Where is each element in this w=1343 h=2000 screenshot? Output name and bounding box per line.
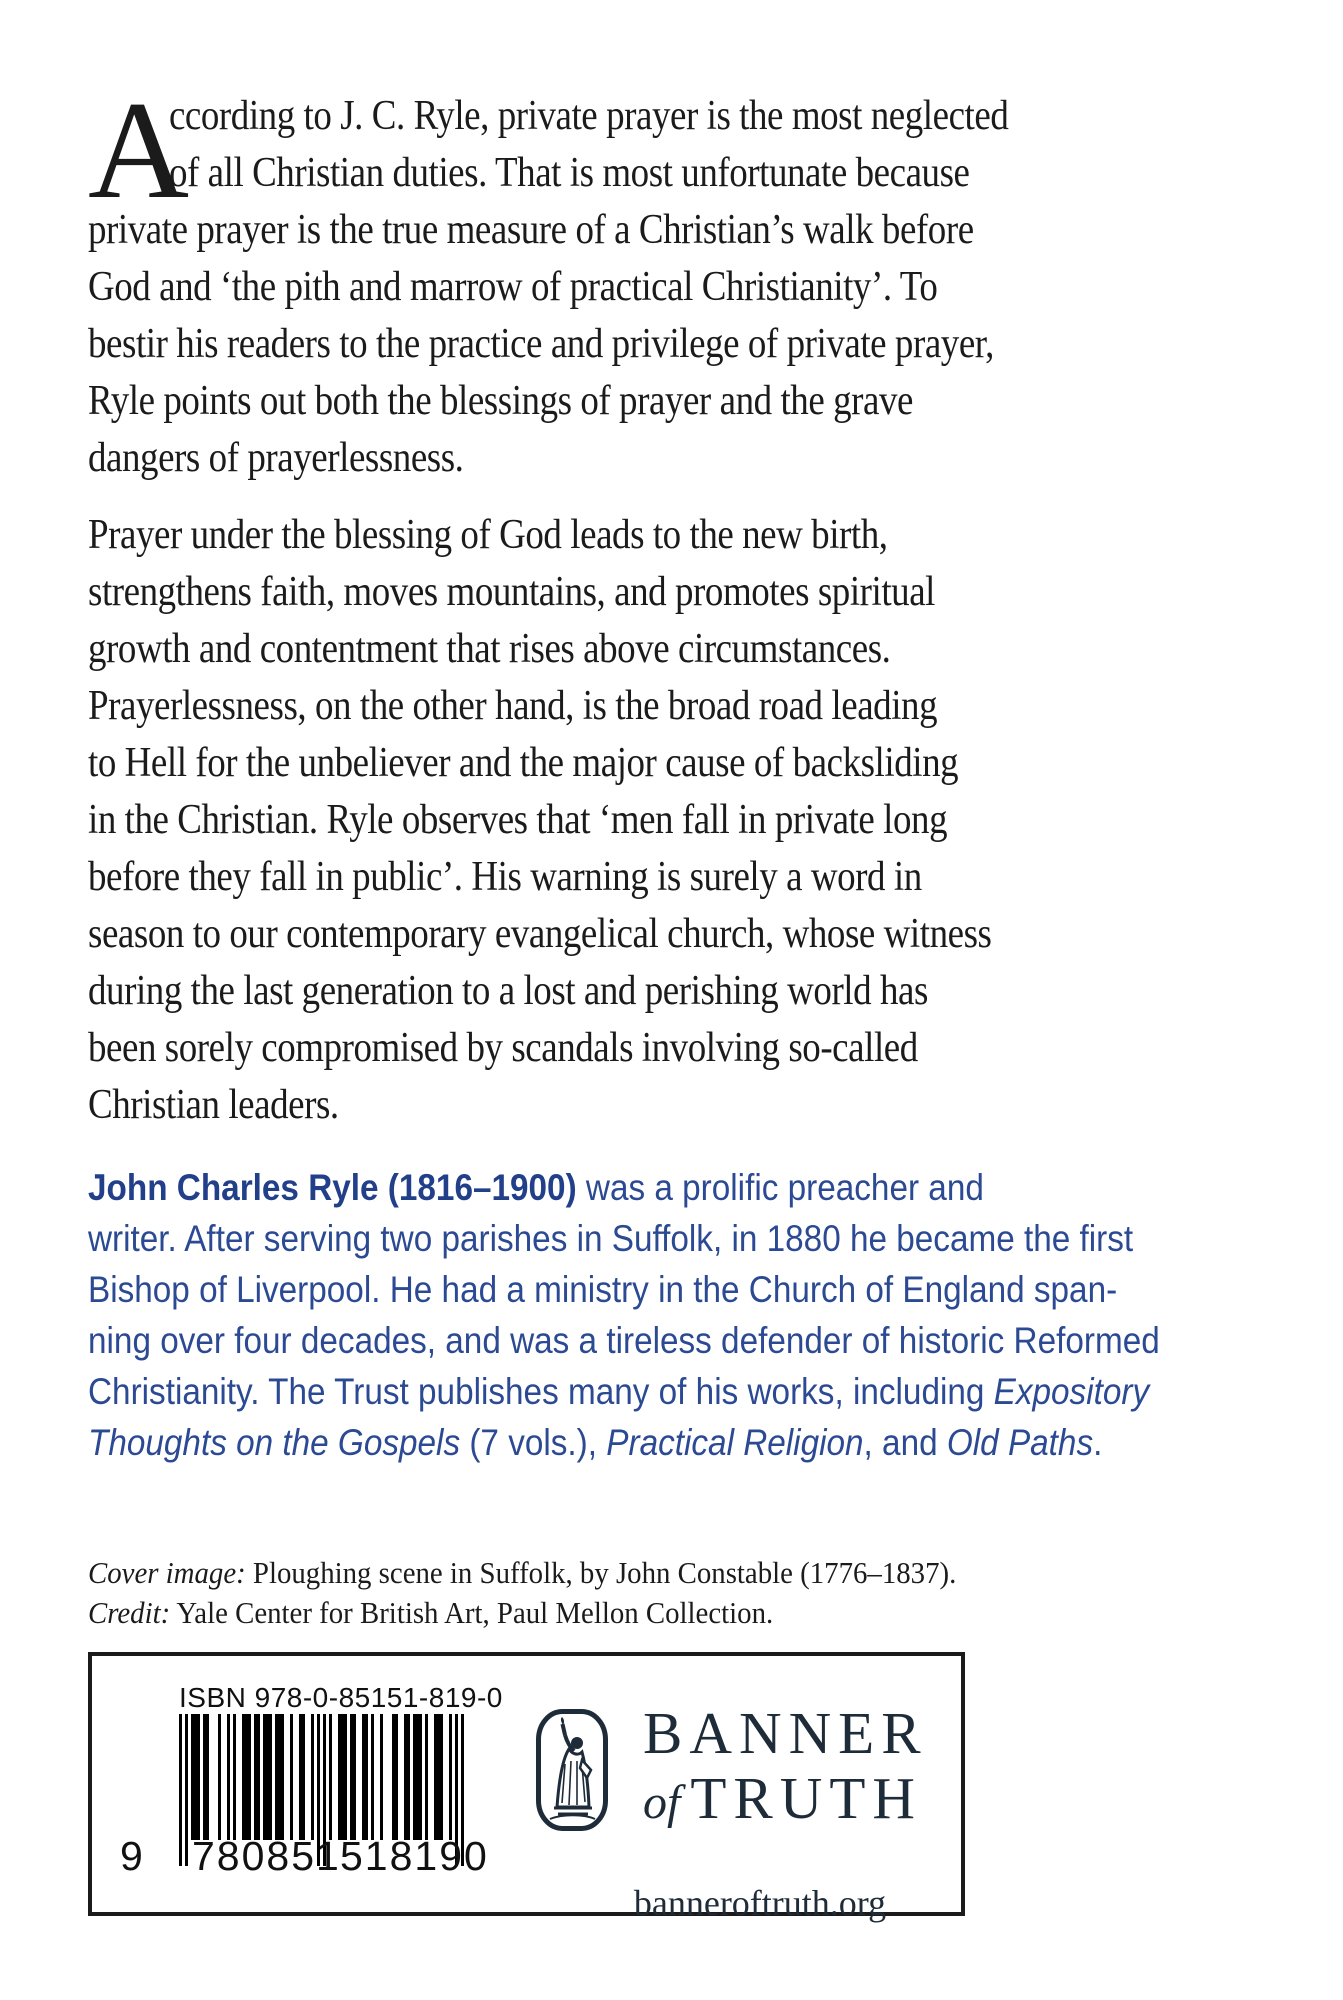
text-segment: . [1093,1422,1103,1463]
publisher-name-line2 [643,1765,928,1831]
text-line: in the Christian. Ryle observes that ‘men fall in private long [88,797,948,843]
text-segment: Ploughing scene in Suffolk, by John Constable (1776–1837). [245,1555,957,1590]
author-bio-paragraph [88,1162,1268,1468]
text-segment: Expository [993,1371,1150,1412]
text-line: growth and contentment that rises above circumstances. [88,626,891,672]
text-line: to Hell for the unbeliever and the major cause of backsliding [88,740,959,786]
blurb-paragraph-2 [88,507,1268,1134]
text-line: Ryle points out both the blessings of prayer and the grave [88,378,913,424]
barcode-digit-first: 9 [120,1833,143,1879]
text-line [88,1417,1150,1468]
barcode-digits-right: 518190 [340,1833,489,1879]
text-line [88,1264,1150,1315]
text-segment: , and [863,1422,947,1463]
text-line [88,1315,1160,1366]
barcode-publisher-box [88,1652,965,1923]
text-line: Prayerlessness, on the other hand, is the broad road leading [88,683,938,729]
text-segment: (7 vols.), [460,1422,607,1463]
text-line: before they fall in public’. His warning is surely a word in [88,854,922,900]
text-line: God and ‘the pith and marrow of practical Christianity’. To [88,264,938,310]
text-segment: Bishop of Liverpool. He had a ministry in the Church of England span- [88,1269,1118,1310]
text-segment: Practical Religion [606,1422,864,1463]
text-line: dangers of prayerlessness. [88,435,464,481]
text-segment: John Charles Ryle (1816–1900) [88,1167,577,1208]
text-line: Prayer under the blessing of God leads to the new birth, [88,512,888,558]
text-segment: Old Paths [946,1422,1094,1463]
text-line: strengthens faith, moves mountains, and promotes spiritual [88,569,936,615]
text-line: been sorely compromised by scandals involving so-called [88,1025,918,1071]
text-line: during the last generation to a lost and perishing world has [88,968,928,1014]
publisher-name-line1: BANNER [643,1700,928,1766]
text-segment: writer. After serving two parishes in Suffolk, in 1880 he became the first [88,1218,1134,1259]
isbn-label: ISBN 978-0-85151-819-0 [179,1682,503,1713]
text-segment: Thoughts on the Gospels [88,1422,461,1463]
publisher-name [643,1700,928,1831]
text-segment: Credit: [88,1595,171,1630]
barcode-digits-left: 780851 [192,1833,341,1879]
text-line [88,1553,1185,1593]
text-line [88,1213,1150,1264]
cover-content [88,73,1268,1923]
text-segment: ning over four decades, and was a tireless defender of historic Reformed [88,1320,1160,1361]
text-line: of all Christian duties. That is most unfortunate because [168,150,970,196]
cover-image-credits [88,1553,1268,1633]
text-line: season to our contemporary evangelical church, whose witness [88,911,992,957]
text-line: bestir his readers to the practice and privilege of private prayer, [88,321,994,367]
blurb-paragraph-1 [88,73,1268,487]
text-line: Christian leaders. [88,1082,339,1128]
text-line [88,1366,1150,1417]
text-line [88,1162,1150,1213]
drop-cap-letter: A [88,73,190,228]
text-line: private prayer is the true measure of a Christian’s walk before [88,207,974,253]
publisher-website: banneroftruth.org [633,1883,887,1923]
text-line [88,1593,1185,1633]
preacher-statue-icon [535,1708,609,1837]
text-segment: was a prolific preacher and [576,1167,984,1208]
publisher-name-rest: TRUTH [690,1765,922,1831]
text-segment: Christianity. The Trust publishes many of his works, including [88,1371,994,1412]
publisher-name-of: of [643,1776,681,1829]
text-segment: Cover image: [88,1555,246,1590]
text-line: ccording to J. C. Ryle, private prayer is the most neglected [168,93,1009,139]
text-segment: Yale Center for British Art, Paul Mellon Collection. [170,1595,774,1630]
